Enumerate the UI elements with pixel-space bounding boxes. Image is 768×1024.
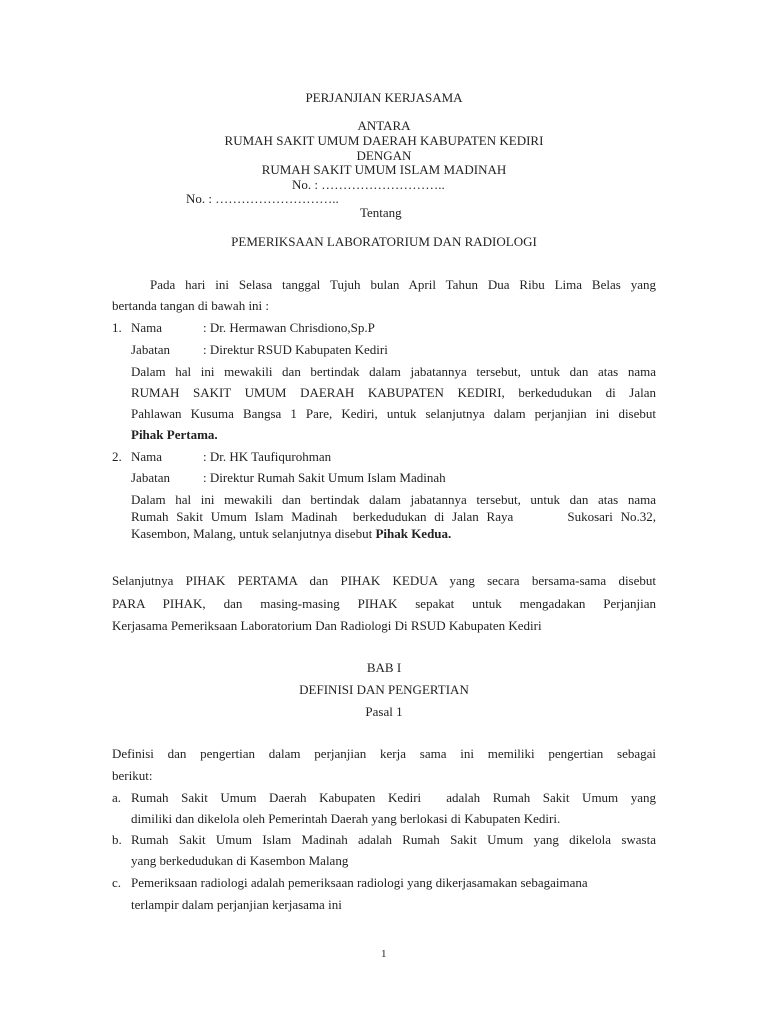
definition-c-line-2: terlampir dalam perjanjian kerjasama ini: [131, 897, 342, 912]
dengan-label: DENGAN: [356, 148, 412, 163]
definitions-intro-2: berikut:: [112, 768, 153, 783]
definition-a-line-1: Rumah Sakit Umum Daerah Kabupaten Kediri adalah Rumah Sakit Umum yang: [131, 790, 656, 805]
definition-c-marker: c.: [112, 875, 122, 890]
party-one-alias: Pihak Pertama.: [131, 427, 218, 442]
intro-line-1: Pada hari ini Selasa tanggal Tujuh bulan April Tahun Dua Ribu Lima Belas yang: [150, 277, 656, 292]
party-two-desc-3: [131, 526, 451, 542]
party-one-name: : Dr. Hermawan Chrisdiono,Sp.P: [203, 320, 375, 335]
party-one-name-row: [131, 320, 375, 336]
party-two-alias: Pihak Kedua.: [375, 526, 452, 541]
definitions-intro-1: Definisi dan pengertian dalam perjanjian kerja sama ini memiliki pengertian sebagai: [112, 746, 656, 761]
para-pihak-line-1: Selanjutnya PIHAK PERTAMA dan PIHAK KEDUA yang secara bersama-sama disebut: [112, 573, 656, 588]
page-number: 1: [381, 948, 387, 960]
party-two-name-row: [131, 449, 331, 465]
definition-b-line-1: Rumah Sakit Umum Islam Madinah adalah Rumah Sakit Umum yang dikelola swasta: [131, 832, 656, 847]
job-label: Jabatan: [131, 342, 170, 357]
job-label: Jabatan: [131, 470, 170, 485]
party-one-job-row: [131, 342, 388, 358]
definition-c-line-1: Pemeriksaan radiologi adalah pemeriksaan radiologi yang dikerjasamakan sebagaimana: [131, 875, 588, 890]
party-one-desc-2: RUMAH SAKIT UMUM DAERAH KABUPATEN KEDIRI, berkedudukan di Jalan: [131, 385, 656, 400]
tentang-label: Tentang: [360, 205, 402, 220]
party-one-desc-1: Dalam hal ini mewakili dan bertindak dalam jabatannya tersebut, untuk dan atas nama: [131, 364, 656, 379]
name-label: Nama: [131, 320, 163, 335]
party-two-number: 2.: [112, 449, 122, 464]
agreement-subject: PEMERIKSAAN LABORATORIUM DAN RADIOLOGI: [231, 234, 537, 249]
bab-name: DEFINISI DAN PENGERTIAN: [299, 682, 469, 697]
agreement-number-1: No. : ………………………..: [292, 177, 445, 192]
definition-a-line-2: dimiliki dan dikelola oleh Pemerintah Daerah yang berlokasi di Kabupaten Kediri.: [131, 811, 561, 826]
antara-label: ANTARA: [357, 118, 411, 133]
definition-b-marker: b.: [112, 832, 122, 847]
name-label: Nama: [131, 449, 163, 464]
bab-title: BAB I: [366, 660, 402, 675]
pasal-title: Pasal 1: [365, 704, 403, 719]
party-two-name: : Dr. HK Taufiqurohman: [203, 449, 332, 464]
party-one-heading: RUMAH SAKIT UMUM DAERAH KABUPATEN KEDIRI: [224, 133, 544, 148]
intro-line-2: bertanda tangan di bawah ini :: [112, 298, 270, 313]
party-two-desc-2: Rumah Sakit Umum Islam Madinah berkedudukan di Jalan Raya Sukosari No.32,: [131, 509, 656, 524]
definition-a-marker: a.: [112, 790, 122, 805]
party-two-job: : Direktur Rumah Sakit Umum Islam Madinah: [203, 470, 446, 485]
agreement-number-2: No. : ………………………..: [186, 191, 339, 206]
party-one-job: : Direktur RSUD Kabupaten Kediri: [203, 342, 388, 357]
party-two-desc-1: Dalam hal ini mewakili dan bertindak dalam jabatannya tersebut, untuk dan atas nama: [131, 492, 656, 507]
party-two-job-row: [131, 470, 446, 486]
party-one-number: 1.: [112, 320, 122, 335]
para-pihak-line-2: PARA PIHAK, dan masing-masing PIHAK sepakat untuk mengadakan Perjanjian: [112, 596, 656, 611]
party-two-desc-3-text: Kasembon, Malang, untuk selanjutnya disebut: [131, 526, 373, 541]
party-two-heading: RUMAH SAKIT UMUM ISLAM MADINAH: [261, 162, 507, 177]
document-title: PERJANJIAN KERJASAMA: [305, 90, 463, 105]
para-pihak-line-3: Kerjasama Pemeriksaan Laboratorium Dan Radiologi Di RSUD Kabupaten Kediri: [112, 618, 542, 633]
party-one-desc-3: Pahlawan Kusuma Bangsa 1 Pare, Kediri, untuk selanjutnya dalam perjanjian ini disebut: [131, 406, 656, 421]
definition-b-line-2: yang berkedudukan di Kasembon Malang: [131, 853, 349, 868]
